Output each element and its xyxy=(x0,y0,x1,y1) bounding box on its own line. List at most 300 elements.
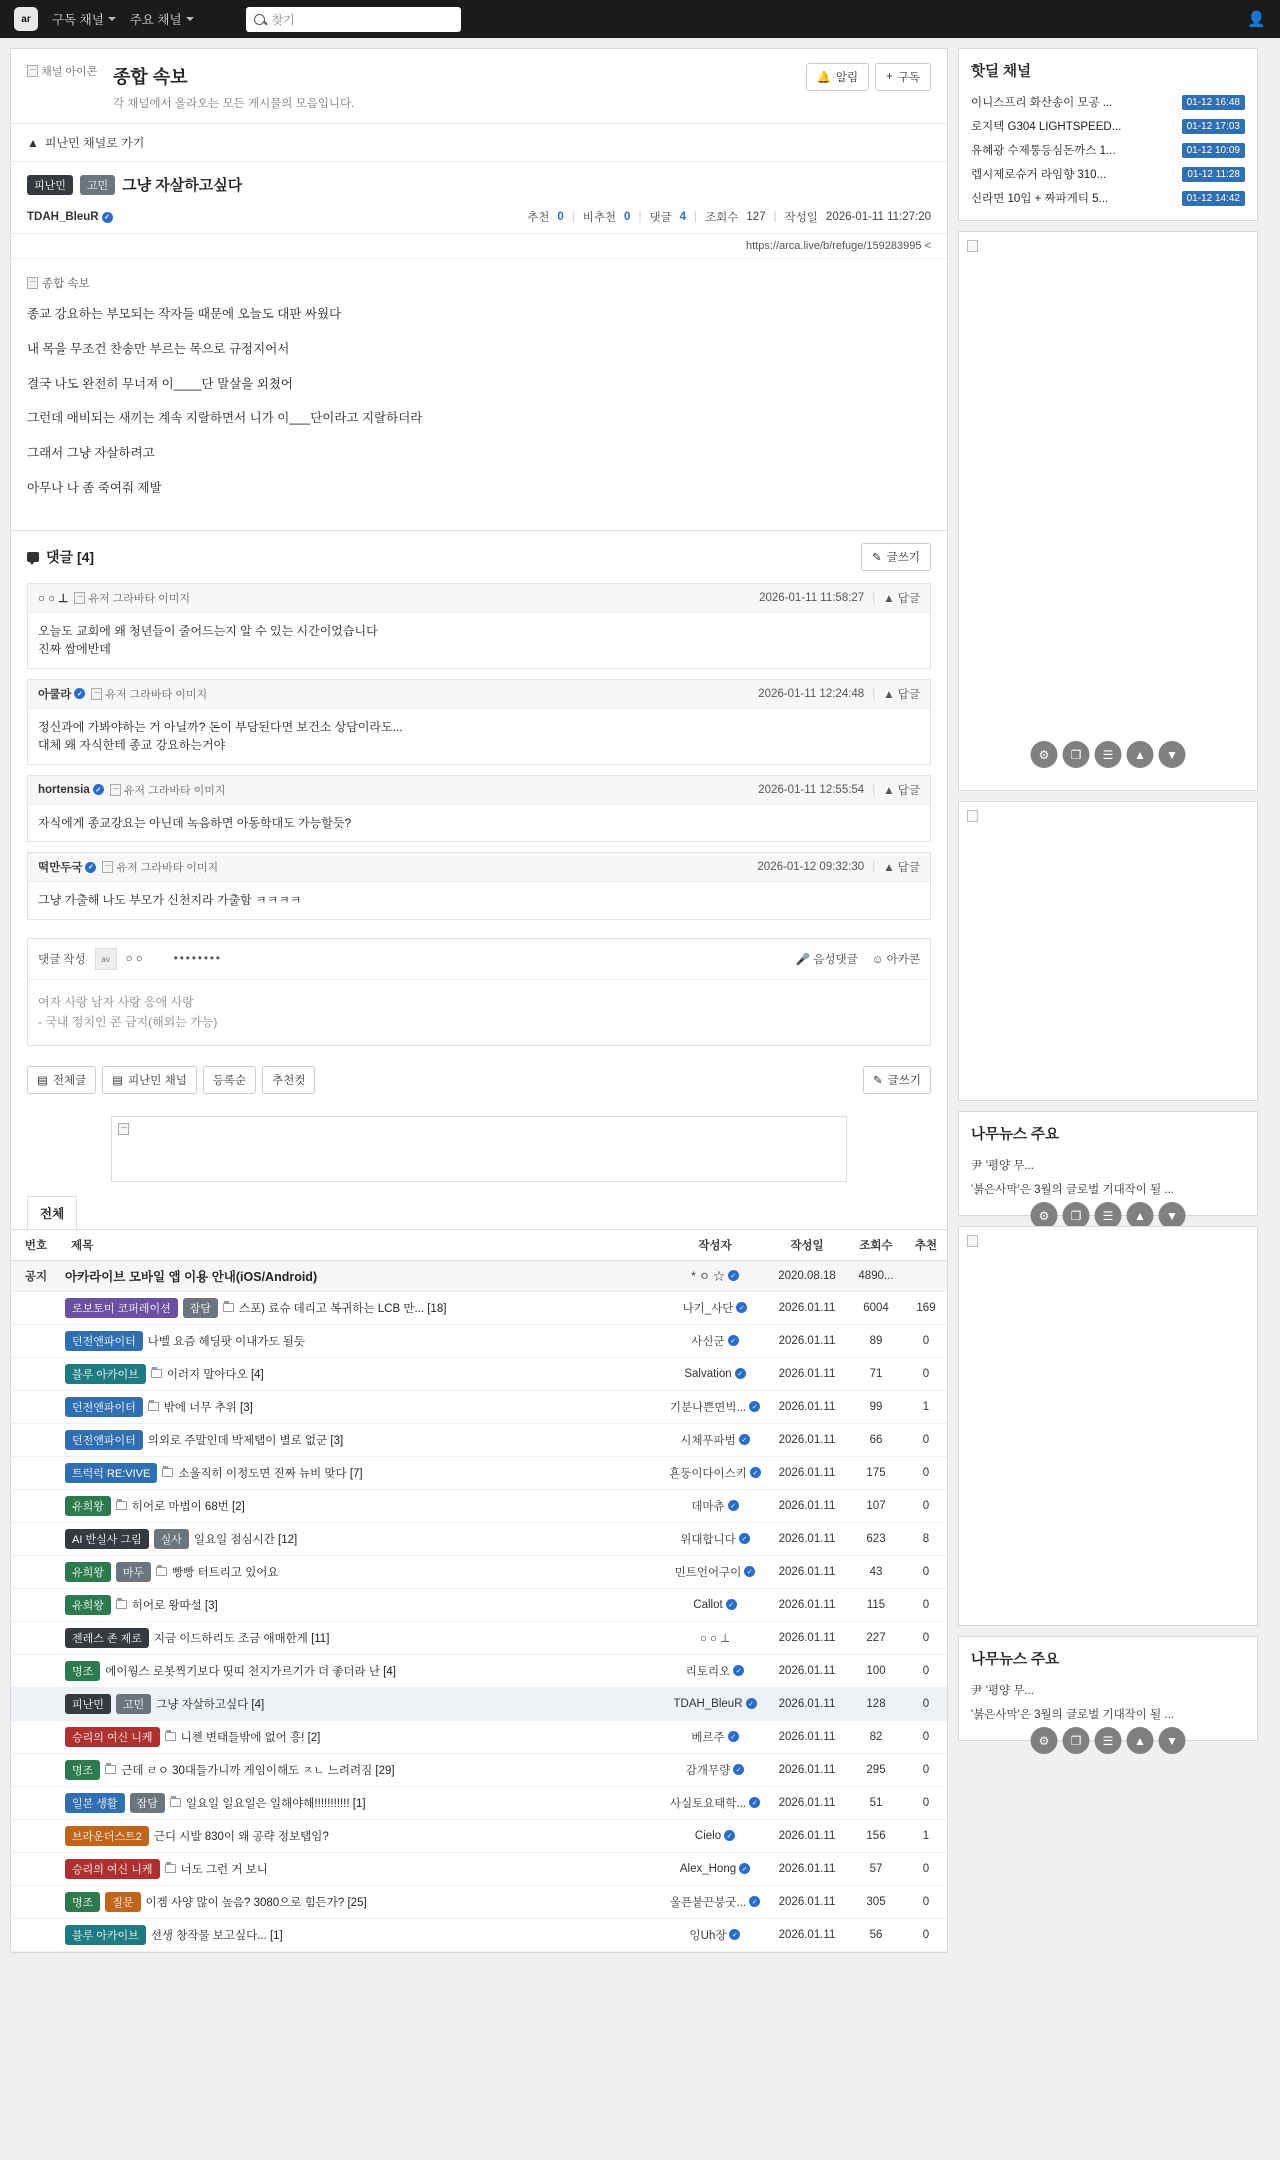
header-views: 조회수 xyxy=(847,1230,905,1261)
post-badge[interactable]: 블루 아카이브 xyxy=(65,1364,146,1384)
hot-deal-title: 핫딜 채널 xyxy=(971,64,1032,80)
cell-title[interactable] xyxy=(61,1786,663,1819)
table-row[interactable] xyxy=(11,1753,947,1786)
post-badge[interactable]: 고민 xyxy=(116,1694,151,1714)
cell-date: 2026.01.11 xyxy=(767,1456,847,1489)
post-title-text: 스포) 료슈 데리고 복귀하는 LCB 만... [18] xyxy=(238,1302,447,1315)
post-title-text: 일요일 일요일은 일해야해!!!!!!!!!!! [1] xyxy=(185,1797,366,1810)
post-badge[interactable]: 젠레스 존 제로 xyxy=(65,1628,149,1648)
verified-icon: ✓ xyxy=(726,1599,737,1610)
cell-views: 43 xyxy=(847,1555,905,1588)
comment-body xyxy=(28,613,930,668)
cell-upvotes: 0 xyxy=(905,1885,947,1918)
news-card-2 xyxy=(958,1636,1258,1748)
header-upvotes: 추천 xyxy=(905,1230,947,1261)
post-title-text: 그냥 자살하고싶다 [4] xyxy=(156,1698,265,1711)
table-row[interactable] xyxy=(11,1555,947,1588)
cell-upvotes: 0 xyxy=(905,1423,947,1456)
upvote-label: 추천 xyxy=(527,212,550,224)
cell-author[interactable] xyxy=(663,1852,767,1885)
cell-author[interactable] xyxy=(663,1390,767,1423)
sort-register-order[interactable]: 등록순 xyxy=(203,1066,256,1094)
article-counters xyxy=(527,209,931,225)
gear-icon[interactable]: ⚙ xyxy=(1031,1727,1058,1754)
verified-icon: ✓ xyxy=(728,1731,739,1742)
sidebar-ad-middle[interactable] xyxy=(958,801,1258,1101)
comment-body xyxy=(28,709,930,764)
nickname-field[interactable]: ○ ○ xyxy=(125,953,143,966)
post-badge[interactable]: 트럭럭 RE:VIVE xyxy=(65,1463,157,1483)
nav-item-subscribed-channels[interactable] xyxy=(52,10,116,28)
cell-title[interactable] xyxy=(61,1654,663,1687)
article-author[interactable] xyxy=(27,211,113,223)
copy-icon[interactable]: ❐ xyxy=(1063,741,1090,768)
avatar-alt: 유저 그라바타 이미지 xyxy=(116,862,219,875)
post-badge[interactable]: 실사 xyxy=(154,1529,189,1549)
cell-title[interactable] xyxy=(61,1390,663,1423)
cell-author[interactable] xyxy=(663,1357,767,1390)
cell-upvotes: 0 xyxy=(905,1456,947,1489)
cell-date: 2026.01.11 xyxy=(767,1588,847,1621)
news-item[interactable]: '붉은사막'은 3월의 글로벌 기대작이 될 ... xyxy=(971,1709,1174,1721)
post-title-text: 이러지 말아다오 [4] xyxy=(166,1368,264,1381)
cell-author[interactable] xyxy=(663,1291,767,1324)
hot-deal-time: 01-12 16:48 xyxy=(1182,95,1245,110)
table-row[interactable] xyxy=(11,1357,947,1390)
post-badge[interactable]: 던전앤파이터 xyxy=(65,1397,143,1417)
post-title-text: 니첸 변태들밖에 없어 흥! [2] xyxy=(180,1731,321,1744)
comment-writer xyxy=(27,938,931,1046)
cell-upvotes: 0 xyxy=(905,1852,947,1885)
cell-title[interactable] xyxy=(61,1819,663,1852)
write-comment-button[interactable] xyxy=(861,543,931,571)
cell-author[interactable] xyxy=(663,1555,767,1588)
verified-icon: ✓ xyxy=(736,1302,747,1313)
cell-date: 2026.01.11 xyxy=(767,1720,847,1753)
divider: | xyxy=(872,783,876,796)
list-icon[interactable]: ☰ xyxy=(1095,741,1122,768)
share-icon[interactable]: < xyxy=(924,240,931,252)
comment-textarea[interactable] xyxy=(28,980,930,1045)
broken-image-icon xyxy=(110,784,121,796)
cell-date: 2026.01.11 xyxy=(767,1819,847,1852)
cell-title[interactable] xyxy=(61,1588,663,1621)
cell-title[interactable] xyxy=(61,1522,663,1555)
write-post-button[interactable]: ✎ 글쓰기 xyxy=(863,1066,931,1094)
cell-number xyxy=(11,1489,61,1522)
post-badge[interactable]: 로보토미 코퍼레이션 xyxy=(65,1298,178,1318)
verified-icon: ✓ xyxy=(733,1665,744,1676)
comments-heading: 댓글 [4] xyxy=(46,548,95,565)
verified-icon: ✓ xyxy=(729,1929,740,1940)
cell-views: 4890... xyxy=(847,1260,905,1291)
post-table xyxy=(11,1230,947,1952)
cell-title[interactable] xyxy=(61,1687,663,1720)
post-title-text: 이겜 사양 많이 높음? 3080으로 힘든가? [25] xyxy=(145,1896,367,1909)
comment-writer-header xyxy=(28,939,930,980)
news-item[interactable]: 尹 '평양 무... xyxy=(971,1685,1034,1697)
cell-number xyxy=(11,1852,61,1885)
gear-icon[interactable]: ⚙ xyxy=(1031,1202,1058,1229)
cell-title[interactable] xyxy=(61,1456,663,1489)
comment-line: 진짜 쌈에반데 xyxy=(38,642,111,657)
table-row[interactable] xyxy=(11,1819,947,1852)
post-badge[interactable]: 유희왕 xyxy=(65,1562,111,1582)
table-row[interactable] xyxy=(11,1687,947,1720)
table-row[interactable] xyxy=(11,1456,947,1489)
emoticon-button[interactable]: ☺ 아카콘 xyxy=(871,954,920,967)
hot-deal-text: 신라면 10입 + 짜파게티 5... xyxy=(971,193,1109,205)
post-badge[interactable]: 블루 아카이브 xyxy=(65,1925,146,1945)
board-tabs xyxy=(11,1196,947,1230)
list-icon[interactable]: ☰ xyxy=(1095,1202,1122,1229)
comment-item xyxy=(27,679,931,765)
table-row[interactable] xyxy=(11,1885,947,1918)
cell-upvotes: 0 xyxy=(905,1588,947,1621)
author-name: 베르주 xyxy=(691,1731,725,1744)
cell-title[interactable] xyxy=(61,1555,663,1588)
cell-author[interactable] xyxy=(663,1260,767,1291)
cell-upvotes: 0 xyxy=(905,1786,947,1819)
cell-author[interactable] xyxy=(663,1687,767,1720)
broken-image-icon xyxy=(967,810,978,822)
user-icon[interactable]: 👤 xyxy=(1247,11,1266,28)
cell-upvotes: 0 xyxy=(905,1324,947,1357)
cell-title[interactable] xyxy=(61,1423,663,1456)
post-badge[interactable]: 브라운더스트2 xyxy=(65,1826,149,1846)
cell-author[interactable] xyxy=(663,1885,767,1918)
cell-date: 2026.01.11 xyxy=(767,1324,847,1357)
comment-item xyxy=(27,852,931,920)
back-to-channel-link[interactable] xyxy=(11,124,947,162)
cell-author[interactable] xyxy=(663,1654,767,1687)
scroll-up-icon[interactable]: ▲ xyxy=(1127,1727,1154,1754)
bell-icon: 🔔 xyxy=(816,72,831,84)
cell-date: 2026.01.11 xyxy=(767,1918,847,1951)
tab-all[interactable]: 전체 xyxy=(27,1196,77,1229)
writer-tools xyxy=(796,951,920,967)
cell-title[interactable] xyxy=(61,1852,663,1885)
cell-author[interactable] xyxy=(663,1621,767,1654)
news-item[interactable]: '붉은사막'은 3월의 글로벌 기대작이 될 ... xyxy=(971,1184,1174,1196)
chevron-down-icon xyxy=(108,17,116,21)
table-row[interactable] xyxy=(11,1918,947,1951)
cell-upvotes: 0 xyxy=(905,1720,947,1753)
post-badge[interactable]: 피난민 xyxy=(65,1694,111,1714)
divider: | xyxy=(872,687,876,700)
cell-number xyxy=(11,1918,61,1951)
scroll-up-icon[interactable]: ▲ xyxy=(1127,1202,1154,1229)
scroll-down-icon[interactable]: ▼ xyxy=(1159,741,1186,768)
table-row[interactable] xyxy=(11,1786,947,1819)
cell-date: 2026.01.11 xyxy=(767,1852,847,1885)
cell-upvotes: 0 xyxy=(905,1489,947,1522)
hot-deal-item[interactable] xyxy=(971,90,1245,114)
cell-author[interactable] xyxy=(663,1522,767,1555)
search-input[interactable] xyxy=(246,7,461,32)
divider: | xyxy=(571,211,575,223)
cell-views: 623 xyxy=(847,1522,905,1555)
cell-number: 공지 xyxy=(11,1260,61,1291)
post-badge[interactable]: 던전앤파이터 xyxy=(65,1430,143,1450)
alarm-label: 알림 xyxy=(835,72,859,84)
cell-author[interactable] xyxy=(663,1918,767,1951)
post-title-text: 소울직히 이정도면 진짜 뉴비 맞다 [7] xyxy=(178,1467,363,1480)
article-paragraph: 아무나 나 좀 죽여줘 제발 xyxy=(27,480,162,495)
reply-button[interactable]: ▲ 답글 xyxy=(883,784,920,797)
folder-icon xyxy=(165,1732,176,1741)
verified-icon: ✓ xyxy=(750,1467,761,1478)
table-row[interactable] xyxy=(11,1390,947,1423)
broken-image-icon xyxy=(91,688,102,700)
post-title-text: 아카라이브 모바일 앱 이용 안내(iOS/Android) xyxy=(65,1269,318,1284)
channel-subtitle: 각 채널에서 올라오는 모든 게시물의 모음입니다. xyxy=(113,98,355,110)
inline-ad-banner[interactable] xyxy=(111,1116,847,1182)
hot-deal-item[interactable] xyxy=(971,162,1245,186)
post-badge[interactable]: 명조 xyxy=(65,1892,100,1912)
cell-views: 89 xyxy=(847,1324,905,1357)
news-item[interactable]: 尹 '평양 무... xyxy=(971,1160,1034,1172)
cell-author[interactable] xyxy=(663,1819,767,1852)
verified-icon: ✓ xyxy=(728,1335,739,1346)
cell-title[interactable] xyxy=(61,1260,663,1291)
search-placeholder: 찾기 xyxy=(271,12,295,27)
comment-count-label: 댓글 xyxy=(649,212,672,224)
cell-author[interactable] xyxy=(663,1324,767,1357)
cell-upvotes xyxy=(905,1260,947,1291)
cell-number xyxy=(11,1687,61,1720)
folder-icon xyxy=(162,1468,173,1477)
cell-date: 2026.01.11 xyxy=(767,1390,847,1423)
cell-upvotes: 0 xyxy=(905,1918,947,1951)
cell-number xyxy=(11,1588,61,1621)
post-badge[interactable]: 잡담 xyxy=(130,1793,165,1813)
comment-meta xyxy=(758,686,920,702)
hot-deal-item[interactable] xyxy=(971,114,1245,138)
cell-number xyxy=(11,1357,61,1390)
table-row[interactable] xyxy=(11,1588,947,1621)
cell-number xyxy=(11,1390,61,1423)
avatar-alt: 유저 그라바타 이미지 xyxy=(123,784,226,797)
comment-line: 정신과에 가봐야하는 거 아닐까? 돈이 부담된다면 보건소 상담이라도... xyxy=(38,719,403,734)
post-badge[interactable]: 일본 생활 xyxy=(65,1793,125,1813)
post-badge[interactable]: 명조 xyxy=(65,1661,100,1681)
table-row[interactable] xyxy=(11,1852,947,1885)
comment-header xyxy=(28,853,930,882)
hot-deal-item[interactable] xyxy=(971,138,1245,162)
table-row[interactable] xyxy=(11,1324,947,1357)
cell-date: 2026.01.11 xyxy=(767,1654,847,1687)
comment-author[interactable]: hortensia ✓ xyxy=(38,784,104,796)
post-badge[interactable]: AI 반실사 그림 xyxy=(65,1529,149,1549)
table-row[interactable] xyxy=(11,1654,947,1687)
header-title: 제목 xyxy=(61,1230,663,1261)
cell-title[interactable] xyxy=(61,1489,663,1522)
verified-icon: ✓ xyxy=(744,1566,755,1577)
table-row[interactable] xyxy=(11,1621,947,1654)
verified-icon: ✓ xyxy=(728,1500,739,1511)
list-icon[interactable]: ☰ xyxy=(1095,1727,1122,1754)
article-paragraph: 그런데 애비되는 새끼는 계속 지랄하면서 니가 이___단이라고 지랄하더라 xyxy=(27,411,423,426)
filter-all-posts[interactable]: ▤ 전체글 xyxy=(27,1066,96,1094)
comment-bubble-icon xyxy=(27,552,39,562)
post-badge[interactable]: 마두 xyxy=(116,1562,151,1582)
cell-upvotes: 1 xyxy=(905,1390,947,1423)
cell-date: 2026.01.11 xyxy=(767,1753,847,1786)
top-navigation-bar xyxy=(0,0,1280,38)
cell-author[interactable] xyxy=(663,1489,767,1522)
scroll-down-icon[interactable]: ▼ xyxy=(1159,1202,1186,1229)
filter-refuge-channel[interactable]: ▤ 피난민 채널 xyxy=(102,1066,197,1094)
comment-avatar xyxy=(91,686,207,702)
sidebar-ad-top[interactable] xyxy=(958,231,1258,791)
comment-item xyxy=(27,583,931,669)
cell-title[interactable] xyxy=(61,1885,663,1918)
nav-item-main-channels[interactable] xyxy=(130,10,194,28)
cell-views: 156 xyxy=(847,1819,905,1852)
sidebar-ad-bottom[interactable] xyxy=(958,1226,1258,1626)
cell-author[interactable] xyxy=(663,1588,767,1621)
table-row[interactable] xyxy=(11,1720,947,1753)
nav-label: 구독 채널 xyxy=(52,13,104,27)
hot-deal-text: 로지텍 G304 LIGHTSPEED... xyxy=(971,121,1122,133)
date-label: 작성일 xyxy=(784,212,818,224)
channel-header xyxy=(11,49,947,124)
table-body xyxy=(11,1260,947,1951)
comment-author[interactable]: 떡만두국 ✓ xyxy=(38,859,96,875)
verified-icon: ✓ xyxy=(739,1863,750,1874)
verified-icon: ✓ xyxy=(724,1830,735,1841)
placeholder-line: - 국내 정치인 콘 금지(해외는 가능) xyxy=(38,1015,218,1030)
subscribe-button[interactable] xyxy=(875,63,931,91)
verified-icon: ✓ xyxy=(733,1764,744,1775)
comment-avatar xyxy=(102,859,218,875)
author-name: * ㅇ ☆ xyxy=(691,1270,725,1283)
cell-title[interactable] xyxy=(61,1753,663,1786)
post-badge[interactable]: 잡담 xyxy=(183,1298,218,1318)
post-badge[interactable]: 던전앤파이터 xyxy=(65,1331,143,1351)
comment-time: 2026-01-11 12:55:54 xyxy=(758,783,865,796)
verified-icon: ✓ xyxy=(749,1896,760,1907)
article-badge-category[interactable]: 고민 xyxy=(80,175,115,195)
hot-deal-item[interactable] xyxy=(971,186,1245,210)
voice-comment-button[interactable]: 🎤 음성댓글 xyxy=(795,954,858,967)
password-field[interactable]: •••••••• xyxy=(173,953,222,966)
comments-title xyxy=(27,547,94,567)
hot-deal-text: 유혜광 수제통등심돈까스 1... xyxy=(971,145,1116,157)
cell-author[interactable] xyxy=(663,1753,767,1786)
cell-title[interactable] xyxy=(61,1621,663,1654)
copy-icon[interactable]: ❐ xyxy=(1063,1727,1090,1754)
cell-views: 71 xyxy=(847,1357,905,1390)
folder-icon xyxy=(223,1303,234,1312)
list-icon: ▤ xyxy=(37,1074,48,1087)
cell-title[interactable] xyxy=(61,1720,663,1753)
reply-button[interactable]: ▲ 답글 xyxy=(883,862,920,875)
cell-title[interactable] xyxy=(61,1291,663,1324)
post-badge[interactable]: 명조 xyxy=(65,1760,100,1780)
cell-title[interactable] xyxy=(61,1324,663,1357)
post-badge[interactable]: 질문 xyxy=(105,1892,140,1912)
author-name: Salvation xyxy=(684,1367,732,1380)
cell-number xyxy=(11,1291,61,1324)
article-title: 그냥 자살하고싶다 xyxy=(122,177,243,194)
cell-author[interactable] xyxy=(663,1786,767,1819)
floating-controls xyxy=(1031,1727,1186,1754)
comment-author[interactable]: 아쿨라 ✓ xyxy=(38,686,85,702)
cell-views: 107 xyxy=(847,1489,905,1522)
post-badge[interactable]: 승리의 여신 니케 xyxy=(65,1859,160,1879)
comment-item xyxy=(27,775,931,843)
post-title-text: 의외로 주말인데 박제탭이 별로 없군 [3] xyxy=(147,1434,344,1447)
post-title-text: 근데 ㄹㅇ 30대들가니까 게임이해도 ㅈㄴ 느려려짐 [29] xyxy=(121,1764,395,1777)
author-name: 횬둥이다이스키 xyxy=(669,1467,747,1480)
author-name: 데마츄 xyxy=(691,1500,725,1513)
arrow-up-icon: ▲ xyxy=(27,135,39,150)
reply-button[interactable]: ▲ 답글 xyxy=(883,688,920,701)
cell-title[interactable] xyxy=(61,1357,663,1390)
cell-author[interactable] xyxy=(663,1720,767,1753)
writer-label: 댓글 작성 xyxy=(38,954,86,967)
post-badge[interactable]: 승리의 여신 니케 xyxy=(65,1727,160,1747)
reply-button[interactable]: ▲ 답글 xyxy=(883,592,920,605)
sort-recommend-cut[interactable]: 추천컷 xyxy=(262,1066,315,1094)
gear-icon[interactable]: ⚙ xyxy=(1031,741,1058,768)
comment-author[interactable]: ○ ○ ⊥ xyxy=(38,592,69,605)
post-badge[interactable]: 유희왕 xyxy=(65,1595,111,1615)
table-row[interactable] xyxy=(11,1423,947,1456)
cell-views: 99 xyxy=(847,1390,905,1423)
cell-author[interactable] xyxy=(663,1423,767,1456)
cell-title[interactable] xyxy=(61,1918,663,1951)
scroll-up-icon[interactable]: ▲ xyxy=(1127,741,1154,768)
post-title-text: 빵빵 터트리고 있어요 xyxy=(172,1566,279,1579)
cell-date: 2026.01.11 xyxy=(767,1687,847,1720)
article-badge-channel[interactable]: 피난민 xyxy=(27,175,73,195)
cell-number xyxy=(11,1786,61,1819)
downvote-label: 비추천 xyxy=(582,212,617,224)
scroll-down-icon[interactable]: ▼ xyxy=(1159,1727,1186,1754)
table-row[interactable] xyxy=(11,1489,947,1522)
folder-icon xyxy=(148,1402,159,1411)
cell-number xyxy=(11,1555,61,1588)
site-logo[interactable] xyxy=(14,7,38,31)
date-value: 2026-01-11 11:27:20 xyxy=(825,211,931,223)
author-name: ○ ○ ⊥ xyxy=(699,1632,731,1645)
cell-views: 56 xyxy=(847,1918,905,1951)
upvote-value: 0 xyxy=(557,211,564,223)
article-url[interactable]: https://arca.live/b/refuge/159283995 xyxy=(745,240,922,252)
cell-author[interactable] xyxy=(663,1456,767,1489)
header-number: 번호 xyxy=(11,1230,61,1261)
avatar[interactable]: av xyxy=(95,948,117,970)
table-row[interactable] xyxy=(11,1260,947,1291)
cell-views: 82 xyxy=(847,1720,905,1753)
hot-deal-time: 01-12 11:28 xyxy=(1182,167,1245,182)
alarm-button[interactable] xyxy=(806,63,870,91)
logo-text: ar xyxy=(21,13,31,25)
comment-meta xyxy=(758,782,920,798)
copy-icon[interactable]: ❐ xyxy=(1063,1202,1090,1229)
folder-icon xyxy=(151,1369,162,1378)
post-badge[interactable]: 유희왕 xyxy=(65,1496,111,1516)
table-row[interactable] xyxy=(11,1522,947,1555)
author-name: 사신군 xyxy=(691,1335,725,1348)
table-row[interactable] xyxy=(11,1291,947,1324)
author-name: 울픈붙끈붕굿... xyxy=(669,1896,747,1909)
article-meta xyxy=(11,203,947,234)
folder-icon xyxy=(105,1765,116,1774)
